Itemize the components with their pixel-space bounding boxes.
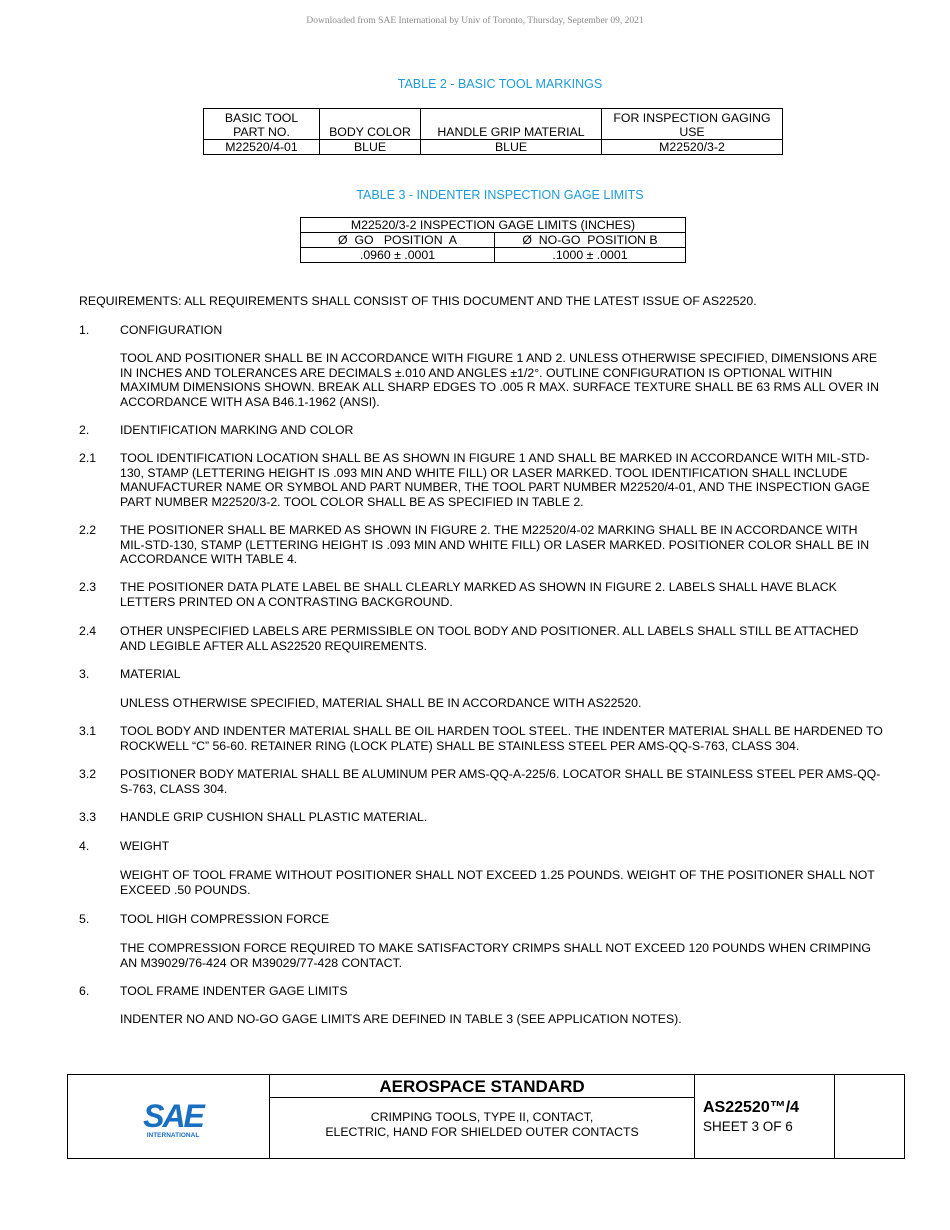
title-block-divider: [694, 1075, 695, 1158]
section-number: 2.1: [79, 451, 97, 465]
table2-cell: BLUE: [421, 140, 602, 155]
section-text: POSITIONER BODY MATERIAL SHALL BE ALUMINUM PER AMS-QQ-A-225/6. LOCATOR SHALL BE STAINLESS STEEL PER AMS-QQ-S-763, CLASS 304.: [120, 767, 881, 796]
table3-value-nogo: .1000 ± .0001: [495, 248, 686, 263]
section-number: 3.1: [79, 724, 97, 738]
section-number: 2.4: [79, 624, 97, 638]
table2-row: [204, 140, 783, 155]
table3-header-row: [301, 233, 686, 248]
document-number: AS22520™/4: [703, 1099, 800, 1116]
section-heading: IDENTIFICATION MARKING AND COLOR: [120, 423, 354, 437]
table2-caption: TABLE 2 - BASIC TOOL MARKINGS: [397, 77, 603, 91]
section-number: 2.: [79, 423, 90, 437]
table2-cell: M22520/3-2: [602, 140, 783, 155]
section-text: TOOL IDENTIFICATION LOCATION SHALL BE AS SHOWN IN FIGURE 1 AND SHALL BE MARKED IN ACCORDANCE WITH MIL-STD-130, STAMP (LETTERING HEIGHT IS .093 MIN AND WHITE FILL) OR LASER MARKED. TOOL IDENTIFICATION SHALL INCLUDE MANUFACTURER NAME OR SYMBOL AND PART NUMBER, THE TOOL PART NUMBER M22520/4-01, AND THE INSPECTION GAGE PART NUMBER M22520/3-2. TOOL COLOR SHALL BE AS SPECIFIED IN TABLE 2.: [120, 451, 870, 509]
table3: [300, 217, 686, 263]
section-heading: WEIGHT: [120, 839, 170, 853]
table2-header-row: [204, 109, 783, 140]
table2-cell: BLUE: [320, 140, 421, 155]
table3-header-go: Ø GO POSITION A: [301, 233, 495, 248]
table2-header-inspection: FOR INSPECTION GAGING USE: [602, 109, 783, 140]
table3-caption: TABLE 3 - INDENTER INSPECTION GAGE LIMITS: [356, 188, 644, 202]
section-heading: TOOL FRAME INDENTER GAGE LIMITS: [120, 984, 348, 998]
section-number: 3.: [79, 667, 90, 681]
section-number: 5.: [79, 912, 90, 926]
section-number: 3.2: [79, 767, 97, 781]
table3-value-row: [301, 248, 686, 263]
title-block-divider: [834, 1075, 835, 1158]
section-number: 6.: [79, 984, 90, 998]
table3-title: M22520/3-2 INSPECTION GAGE LIMITS (INCHES): [301, 218, 686, 233]
section-text: INDENTER NO AND NO-GO GAGE LIMITS ARE DEFINED IN TABLE 3 (SEE APPLICATION NOTES).: [120, 1012, 682, 1026]
table2-header-handle-grip: HANDLE GRIP MATERIAL: [421, 109, 602, 140]
description-line: CRIMPING TOOLS, TYPE II, CONTACT,: [370, 1110, 594, 1124]
table2: [203, 108, 783, 155]
description-line: ELECTRIC, HAND FOR SHIELDED OUTER CONTACTS: [325, 1125, 639, 1139]
section-text: OTHER UNSPECIFIED LABELS ARE PERMISSIBLE ON TOOL BODY AND POSITIONER. ALL LABELS SHALL STILL BE ATTACHED AND LEGIBLE AFTER ALL AS22520 REQUIREMENTS.: [120, 624, 859, 653]
title-block-divider: [269, 1097, 694, 1098]
sheet-number: SHEET 3 OF 6: [703, 1119, 793, 1134]
table2-cell: M22520/4-01: [204, 140, 320, 155]
section-text: THE POSITIONER DATA PLATE LABEL BE SHALL CLEARLY MARKED AS SHOWN IN FIGURE 2. LABELS SHALL HAVE BLACK LETTERS PRINTED ON A CONTRASTING BACKGROUND.: [120, 580, 837, 609]
section-text: TOOL BODY AND INDENTER MATERIAL SHALL BE OIL HARDEN TOOL STEEL. THE INDENTER MATERIAL SHALL BE HARDENED TO ROCKWELL “C” 56-60. RETAINER RING (LOCK PLATE) SHALL BE STAINLESS STEEL PER AMS-QQ-S-763, CLASS 304.: [120, 724, 883, 753]
standard-description: [270, 1110, 694, 1140]
section-text: UNLESS OTHERWISE SPECIFIED, MATERIAL SHALL BE IN ACCORDANCE WITH AS22520.: [120, 696, 642, 710]
section-text: THE COMPRESSION FORCE REQUIRED TO MAKE SATISFACTORY CRIMPS SHALL NOT EXCEED 120 POUNDS WHEN CRIMPING AN M39029/76-424 OR M39029/77-428 CONTACT.: [120, 941, 871, 970]
download-note: Downloaded from SAE International by Univ of Toronto, Thursday, September 09, 2021: [306, 16, 644, 26]
section-heading: MATERIAL: [120, 667, 181, 681]
section-text: HANDLE GRIP CUSHION SHALL PLASTIC MATERIAL.: [120, 810, 428, 824]
table3-header-nogo: Ø NO-GO POSITION B: [495, 233, 686, 248]
section-number: 3.3: [79, 810, 97, 824]
table3-title-row: [301, 218, 686, 233]
table3-value-go: .0960 ± .0001: [301, 248, 495, 263]
requirements-statement: REQUIREMENTS: ALL REQUIREMENTS SHALL CONSIST OF THIS DOCUMENT AND THE LATEST ISSUE OF AS22520.: [79, 294, 757, 308]
standard-title: AEROSPACE STANDARD: [379, 1077, 585, 1096]
sae-logo-text: SAE: [143, 1098, 203, 1134]
section-text: WEIGHT OF TOOL FRAME WITHOUT POSITIONER SHALL NOT EXCEED 1.25 POUNDS. WEIGHT OF THE POSITIONER SHALL NOT EXCEED .50 POUNDS.: [120, 868, 875, 897]
sae-logo: [138, 1095, 208, 1140]
section-number: 2.2: [79, 523, 97, 537]
section-heading: CONFIGURATION: [120, 323, 223, 337]
table2-header-part-no: BASIC TOOL PART NO.: [204, 109, 320, 140]
section-number: 4.: [79, 839, 90, 853]
section-number: 1.: [79, 323, 90, 337]
section-text: THE POSITIONER SHALL BE MARKED AS SHOWN IN FIGURE 2. THE M22520/4-02 MARKING SHALL BE IN ACCORDANCE WITH MIL-STD-130, STAMP (LETTERING HEIGHT IS .093 MIN AND WHITE FILL) OR LASER MARKED. POSITIONER COLOR SHALL BE IN ACCORDANCE WITH TABLE 4.: [120, 523, 870, 566]
section-number: 2.3: [79, 580, 97, 594]
table2-header-body-color: BODY COLOR: [320, 109, 421, 140]
sae-logo-subtext: INTERNATIONAL: [146, 1132, 200, 1139]
title-block: [67, 1074, 905, 1159]
section-heading: TOOL HIGH COMPRESSION FORCE: [120, 912, 330, 926]
section-text: TOOL AND POSITIONER SHALL BE IN ACCORDANCE WITH FIGURE 1 AND 2. UNLESS OTHERWISE SPECIFIED, DIMENSIONS ARE IN INCHES AND TOLERANCES ARE DECIMALS ±.010 AND ANGLES ±1/2°. OUTLINE CONFIGURATION IS OPTIONAL WITHIN MAXIMUM DIMENSIONS SHOWN. BREAK ALL SHARP EDGES TO .005 R MAX. SURFACE TEXTURE SHALL BE 63 RMS ALL OVER IN ACCORDANCE WITH ASA B46.1-1962 (ANSI).: [120, 351, 879, 409]
